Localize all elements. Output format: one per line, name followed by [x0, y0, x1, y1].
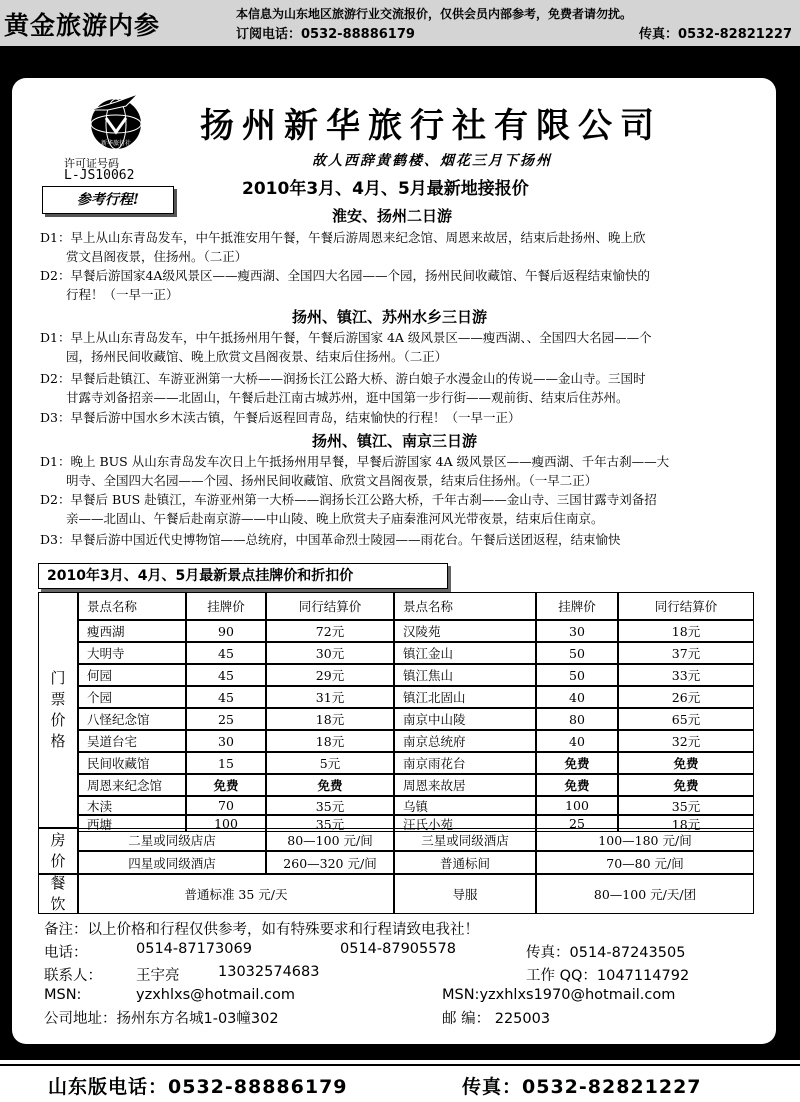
table-cell: 30 — [536, 620, 618, 642]
table-cell: 33元 — [618, 664, 754, 686]
table-cell: 汪氏小苑 — [394, 815, 536, 832]
table-cell: 31元 — [266, 686, 394, 708]
table-cell: 30 — [186, 730, 266, 752]
table-header: 挂牌价 — [536, 592, 618, 620]
table-cell: 镇江焦山 — [394, 664, 536, 686]
table-cell: 免费 — [618, 752, 754, 774]
table-cell: 35元 — [266, 796, 394, 815]
table-cell: 个园 — [78, 686, 186, 708]
table-cell: 镇江金山 — [394, 642, 536, 664]
table-cell: 100 — [186, 815, 266, 832]
table-cell: 民间收藏馆 — [78, 752, 186, 774]
table-header: 景点名称 — [78, 592, 186, 620]
table-cell: 80 — [536, 708, 618, 730]
room-side-label: 房 价 — [38, 828, 78, 874]
table-cell: 25 — [536, 815, 618, 832]
table-cell: 镇江北固山 — [394, 686, 536, 708]
room-cell: 四星或同级酒店 — [78, 851, 266, 874]
table-cell: 木渎 — [78, 796, 186, 815]
contact-label: 联系人： — [44, 968, 102, 984]
table-cell: 90 — [186, 620, 266, 642]
table-cell: 29元 — [266, 664, 394, 686]
table-cell: 26元 — [618, 686, 754, 708]
table-cell: 免费 — [186, 774, 266, 796]
table-cell: 65元 — [618, 708, 754, 730]
table-header: 挂牌价 — [186, 592, 266, 620]
tel-2: 0514-87905578 — [340, 941, 456, 957]
table-cell: 南京雨花台 — [394, 752, 536, 774]
table-cell: 18元 — [618, 815, 754, 832]
table-header: 景点名称 — [394, 592, 536, 620]
price-table-title: 2010年3月、4月、5月最新景点挂牌价和折扣价 — [38, 563, 448, 589]
ticket-side-label: 门 票 价 格 — [38, 592, 78, 828]
tour-title-1: 淮安、扬州二日游 — [332, 207, 453, 225]
table-cell: 35元 — [266, 815, 394, 832]
tour1-day2: D2：早餐后游国家4A级风景区——瘦西湖、全国四大名园——个园，扬州民间收藏馆、午餐后返程结束愉快的 行程！（一早一正） — [40, 268, 650, 302]
room-cell: 二星或同级店店 — [78, 828, 266, 851]
table-cell: 吴道台宅 — [78, 730, 186, 752]
table-cell: 100 — [536, 796, 618, 815]
member-notice: 本信息为山东地区旅游行业交流报价，仅供会员内部参考，免费者请勿扰。 — [236, 7, 633, 21]
room-cell: 260—320 元/间 — [266, 851, 394, 874]
tour1-day1: D1：早上从山东青岛发车，中午抵淮安用午餐，午餐后游周恩来纪念馆、周恩来故居，结束后赴扬州、晚上欣 赏文昌阁夜景，住扬州。（二正） — [40, 230, 646, 264]
table-cell: 35元 — [618, 796, 754, 815]
table-cell: 免费 — [618, 774, 754, 796]
logo-text: 新华旅行社 — [100, 140, 132, 147]
top-banner — [0, 0, 800, 48]
bottom-fax: 传真：0532-82821227 — [462, 1076, 702, 1098]
quote-title: 2010年3月、4月、5月最新地接报价 — [242, 179, 529, 199]
meal-side-label: 餐 饮 — [38, 874, 78, 914]
bottom-banner — [0, 1064, 800, 1102]
tour3-day3: D3：早餐后游中国近代史博物馆——总统府，中国革命烈士陵园——雨花台。午餐后送团返程，结束愉快 — [40, 532, 621, 547]
tel-label: 电话： — [44, 945, 88, 961]
table-cell: 免费 — [536, 774, 618, 796]
table-header: 同行结算价 — [618, 592, 754, 620]
company-name: 扬州新华旅行社有限公司 — [200, 106, 662, 146]
work-qq: 工作 QQ：1047114792 — [526, 968, 690, 984]
table-cell: 汉陵苑 — [394, 620, 536, 642]
reference-itinerary-label: 参考行程! — [42, 186, 174, 214]
table-cell: 西塘 — [78, 815, 186, 832]
table-cell: 周恩来故居 — [394, 774, 536, 796]
room-cell: 普通标间 — [394, 851, 536, 874]
tour2-day1: D1：早上从山东青岛发车，中午抵扬州用午餐，午餐后游国家 4A 级风景区——瘦西湖、、全国四大名园——个 园，扬州民间收藏馆、晚上欣赏文昌阁夜景、结束后住扬州。（二正） — [40, 330, 652, 364]
license-code: L-JS10062 — [64, 168, 135, 183]
contact-phone: 13032574683 — [218, 964, 320, 980]
tour3-day1: D1：晚上 BUS 从山东青岛发车次日上午抵扬州用早餐，早餐后游国家 4A 级风景区——瘦西湖、千年古刹——大 明寺、全国四大名园——个园、扬州民间收藏馆、欣赏文昌阁夜景，结束后住扬州。（一早二正） — [40, 454, 670, 488]
table-cell: 八怪纪念馆 — [78, 708, 186, 730]
table-cell: 45 — [186, 642, 266, 664]
msn-2: MSN:yzxhlxs1970@hotmail.com — [442, 987, 676, 1003]
table-cell: 70 — [186, 796, 266, 815]
table-cell: 南京总统府 — [394, 730, 536, 752]
table-cell: 免费 — [266, 774, 394, 796]
footer-note: 备注：以上价格和行程仅供参考，如有特殊要求和行程请致电我社！ — [44, 922, 479, 938]
table-cell: 45 — [186, 664, 266, 686]
room-cell: 三星或同级酒店 — [394, 828, 536, 851]
price-table — [38, 592, 754, 914]
table-cell: 15 — [186, 752, 266, 774]
table-cell: 18元 — [266, 708, 394, 730]
bottom-phone: 山东版电话：0532-88886179 — [48, 1076, 348, 1098]
table-cell: 30元 — [266, 642, 394, 664]
meal-standard: 普通标准 35 元/天 — [78, 874, 394, 914]
msn-1: yzxhlxs@hotmail.com — [136, 987, 296, 1003]
table-cell: 72元 — [266, 620, 394, 642]
table-cell: 大明寺 — [78, 642, 186, 664]
guide-price: 80—100 元/天/团 — [536, 874, 754, 914]
tour2-day2: D2：早餐后赴镇江、车游亚洲第一大桥——润扬长江公路大桥、游白娘子水漫金山的传说——金山寺。三国时 甘露寺刘备招亲——北固山，午餐后赴江南古城苏州，逛中国第一步行街——观前街、结束后住苏州。 — [40, 371, 646, 405]
footer-fax: 传真：0514-87243505 — [526, 945, 686, 961]
company-address: 公司地址：扬州东方名城1-03幢302 — [44, 1011, 279, 1027]
table-cell: 乌镇 — [394, 796, 536, 815]
table-cell: 免费 — [536, 752, 618, 774]
guide-label: 导服 — [394, 874, 536, 914]
license-label: 许可证号码 — [64, 157, 119, 170]
tour-title-2: 扬州、镇江、苏州水乡三日游 — [292, 308, 488, 326]
tour3-day2: D2：早餐后 BUS 赴镇江，车游亚州第一大桥——润扬长江公路大桥，千年古刹——金山寺、三国甘露寺刘备招 亲——北固山、午餐后赴南京游——中山陵、晚上欣赏夫子庙秦淮河风光带夜景，结束后住南京。 — [40, 492, 657, 526]
brand-title: 黄金旅游内参 — [4, 11, 161, 40]
room-cell: 70—80 元/间 — [536, 851, 754, 874]
table-cell: 瘦西湖 — [78, 620, 186, 642]
room-cell: 100—180 元/间 — [536, 828, 754, 851]
table-header: 同行结算价 — [266, 592, 394, 620]
table-cell: 37元 — [618, 642, 754, 664]
table-cell: 50 — [536, 664, 618, 686]
table-cell: 45 — [186, 686, 266, 708]
tour-title-3: 扬州、镇江、南京三日游 — [312, 432, 478, 450]
table-cell: 18元 — [266, 730, 394, 752]
table-cell: 何园 — [78, 664, 186, 686]
msn-label: MSN: — [44, 987, 82, 1003]
table-cell: 50 — [536, 642, 618, 664]
table-cell: 周恩来纪念馆 — [78, 774, 186, 796]
table-cell: 25 — [186, 708, 266, 730]
room-cell: 80—100 元/间 — [266, 828, 394, 851]
table-cell: 18元 — [618, 620, 754, 642]
subscribe-phone: 订阅电话：0532-88886179 — [236, 27, 415, 42]
table-cell: 40 — [536, 686, 618, 708]
table-cell: 5元 — [266, 752, 394, 774]
tel-1: 0514-87173069 — [136, 941, 252, 957]
table-cell: 40 — [536, 730, 618, 752]
postcode: 邮 编： 225003 — [442, 1011, 551, 1027]
table-cell: 南京中山陵 — [394, 708, 536, 730]
contact-name: 王宇亮 — [136, 968, 180, 984]
slogan: 故人西辞黄鹤楼、烟花三月下扬州 — [312, 153, 552, 169]
globe-logo-icon — [86, 92, 146, 152]
tour2-day3: D3：早餐后游中国水乡木渎古镇，午餐后返程回青岛，结束愉快的行程！（一早一正） — [40, 410, 521, 425]
table-cell: 32元 — [618, 730, 754, 752]
header-fax: 传真：0532-82821227 — [639, 27, 792, 42]
